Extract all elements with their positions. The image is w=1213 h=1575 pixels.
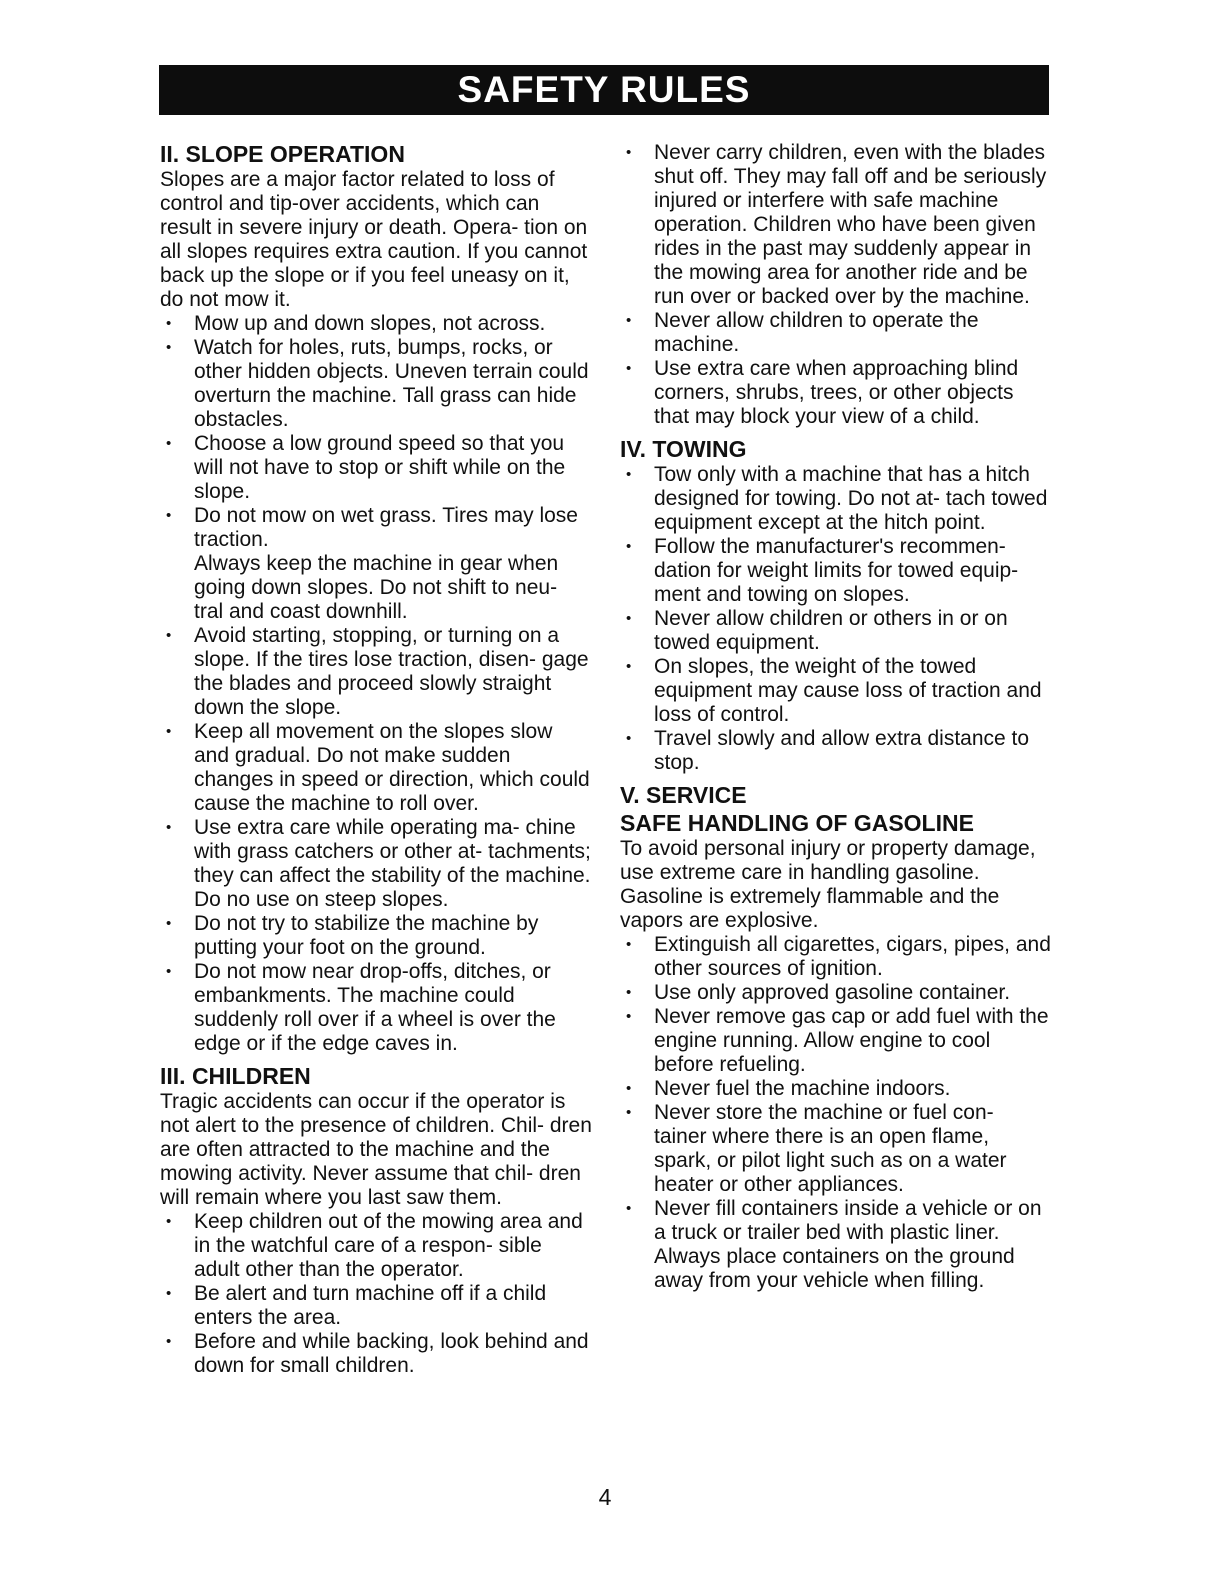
left-column xyxy=(160,140,592,1378)
list-item: • Watch for holes, ruts, bumps, rocks, or other hidden objects. Uneven terrain could overturn the machine. Tall grass can hide obstacles. xyxy=(160,336,592,432)
children-intro: Tragic accidents can occur if the operator is not alert to the presence of children. Chil- dren are often attracted to the machine and the mowing activity. Never assume that chil- dren will remain where you last saw them. xyxy=(160,1090,592,1209)
slope-heading: II. SLOPE OPERATION xyxy=(160,141,405,167)
gasoline-list xyxy=(620,933,1052,1293)
page-banner: SAFETY RULES xyxy=(159,65,1049,115)
right-column xyxy=(620,140,1052,1293)
list-item: • On slopes, the weight of the towed equipment may cause loss of traction and loss of control. xyxy=(620,655,1052,727)
list-item: • Follow the manufacturer's recommen- dation for weight limits for towed equip- ment and towing on slopes. xyxy=(620,535,1052,607)
list-item: • Extinguish all cigarettes, cigars, pipes, and other sources of ignition. xyxy=(620,933,1052,981)
list-item: • Never fuel the machine indoors. xyxy=(620,1077,1052,1101)
list-item: • Avoid starting, stopping, or turning on a slope. If the tires lose traction, disen- gage the blades and proceed slowly straight down the slope. xyxy=(160,624,592,720)
list-item: • Travel slowly and allow extra distance to stop. xyxy=(620,727,1052,775)
list-item: • Choose a low ground speed so that you will not have to stop or shift while on the slope. xyxy=(160,432,592,504)
wet-grass-note: Always keep the machine in gear when going down slopes. Do not shift to neu- tral and coast downhill. xyxy=(194,552,559,623)
list-item: • Never fill containers inside a vehicle or on a truck or trailer bed with plastic liner. Always place containers on the ground away from your vehicle when filling. xyxy=(620,1197,1052,1293)
list-item: • Before and while backing, look behind and down for small children. xyxy=(160,1330,592,1378)
list-item: • Never store the machine or fuel con- tainer where there is an open flame, spark, or pilot light such as on a water heater or other appliances. xyxy=(620,1101,1052,1197)
list-item: • Use extra care when approaching blind corners, shrubs, trees, or other objects that may block your view of a child. xyxy=(620,357,1052,429)
page-number: 4 xyxy=(598,1484,612,1510)
list-item: • Keep children out of the mowing area and in the watchful care of a respon- sible adult other than the operator. xyxy=(160,1210,592,1282)
towing-list xyxy=(620,463,1052,775)
children-list xyxy=(160,1210,592,1378)
children-heading: III. CHILDREN xyxy=(160,1063,311,1089)
list-item: • Do not mow near drop-offs, ditches, or embankments. The machine could suddenly roll over if a wheel is over the edge or if the edge caves in. xyxy=(160,960,592,1056)
children-list-continued xyxy=(620,141,1052,429)
slope-intro: Slopes are a major factor related to loss of control and tip-over accidents, which can result in severe injury or death. Opera- tion on all slopes requires extra caution. If you cannot back up the slope or if you feel uneasy on it, do not mow it. xyxy=(160,168,588,311)
list-item: • Do not try to stabilize the machine by putting your foot on the ground. xyxy=(160,912,592,960)
towing-heading: IV. TOWING xyxy=(620,436,747,462)
list-item: • Never allow children to operate the machine. xyxy=(620,309,1052,357)
gasoline-intro: To avoid personal injury or property damage, use extreme care in handling gasoline. Gasoline is extremely flammable and the vapors are explosive. xyxy=(620,837,1036,932)
list-item: • Keep all movement on the slopes slow and gradual. Do not make sudden changes in speed or direction, which could cause the machine to roll over. xyxy=(160,720,592,816)
service-heading: V. SERVICE xyxy=(620,782,747,808)
gasoline-subheading: SAFE HANDLING OF GASOLINE xyxy=(620,810,974,836)
list-item: • Mow up and down slopes, not across. xyxy=(160,312,592,336)
list-item: • Use only approved gasoline container. xyxy=(620,981,1052,1005)
list-item: • Never allow children or others in or on towed equipment. xyxy=(620,607,1052,655)
list-item-text: Do not mow on wet grass. Tires may lose traction. xyxy=(194,504,578,551)
list-item: • Tow only with a machine that has a hitch designed for towing. Do not at- tach towed equipment except at the hitch point. xyxy=(620,463,1052,535)
list-item: • Never carry children, even with the blades shut off. They may fall off and be seriously injured or interfere with safe machine operation. Children who have been given rides in the past may suddenly appear in the mowing area for another ride and be run over or backed over by the machine. xyxy=(620,141,1052,309)
list-item xyxy=(160,504,592,624)
list-item: • Use extra care while operating ma- chine with grass catchers or other at- tachments; they can affect the stability of the machine. Do no use on steep slopes. xyxy=(160,816,592,912)
list-item: • Never remove gas cap or add fuel with the engine running. Allow engine to cool before refueling. xyxy=(620,1005,1052,1077)
slope-list xyxy=(160,312,592,1056)
list-item: • Be alert and turn machine off if a child enters the area. xyxy=(160,1282,592,1330)
